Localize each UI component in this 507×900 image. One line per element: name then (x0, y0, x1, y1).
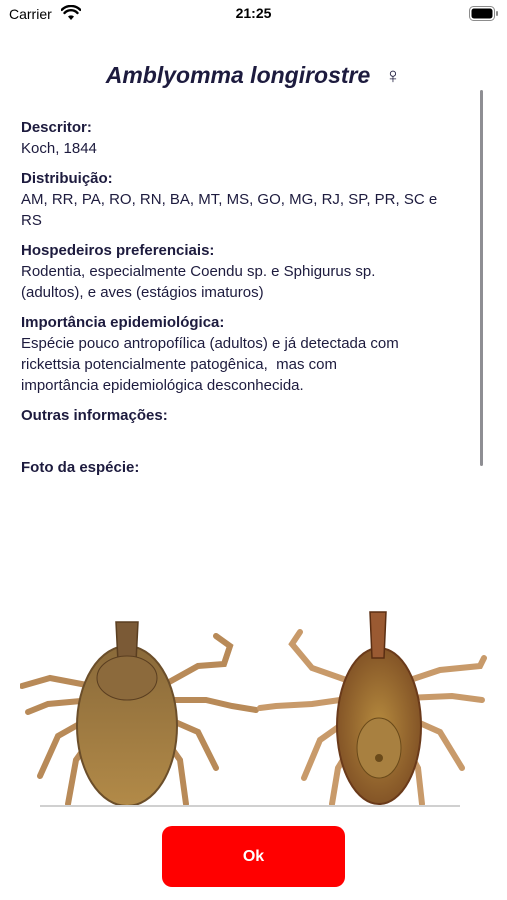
ok-button[interactable]: Ok (162, 826, 345, 887)
section-label: Foto da espécie: (21, 459, 140, 476)
species-title: Amblyomma longirostre (105, 62, 371, 88)
section-distribuicao (21, 169, 491, 231)
ventral-view-icon (260, 612, 484, 804)
female-symbol-icon: ♀ (384, 63, 402, 88)
section-value: Espécie pouco antropofílica (adultos) e já detectada com rickettsia potencialmente patogênica, mas com importância epidemiológica desconhecida. (21, 335, 399, 394)
section-label: Distribuição: (21, 170, 113, 187)
section-foto (21, 458, 491, 478)
section-label: Descritor: (21, 119, 92, 136)
section-importancia (21, 313, 491, 396)
section-outras-informacoes (21, 406, 491, 448)
section-descritor (21, 118, 491, 159)
species-details (21, 118, 491, 488)
section-value: Rodentia, especialmente Coendu sp. e Sphigurus sp. (adultos), e aves (estágios imaturos) (21, 263, 376, 301)
battery-icon (469, 6, 499, 21)
section-label: Hospedeiros preferenciais: (21, 242, 215, 259)
tick-specimen-photo (20, 608, 487, 808)
section-value: Koch, 1844 (21, 140, 97, 157)
status-bar (0, 0, 507, 30)
clock: 21:25 (235, 5, 272, 21)
section-hospedeiros (21, 241, 491, 303)
section-label: Importância epidemiológica: (21, 314, 225, 331)
dorsal-view-icon (22, 622, 256, 806)
section-label: Outras informações: (21, 407, 168, 424)
carrier-label: Carrier (9, 6, 52, 22)
section-value: AM, RR, PA, RO, RN, BA, MT, MS, GO, MG, RJ, SP, PR, SC e RS (21, 191, 438, 229)
title-row (0, 62, 507, 89)
